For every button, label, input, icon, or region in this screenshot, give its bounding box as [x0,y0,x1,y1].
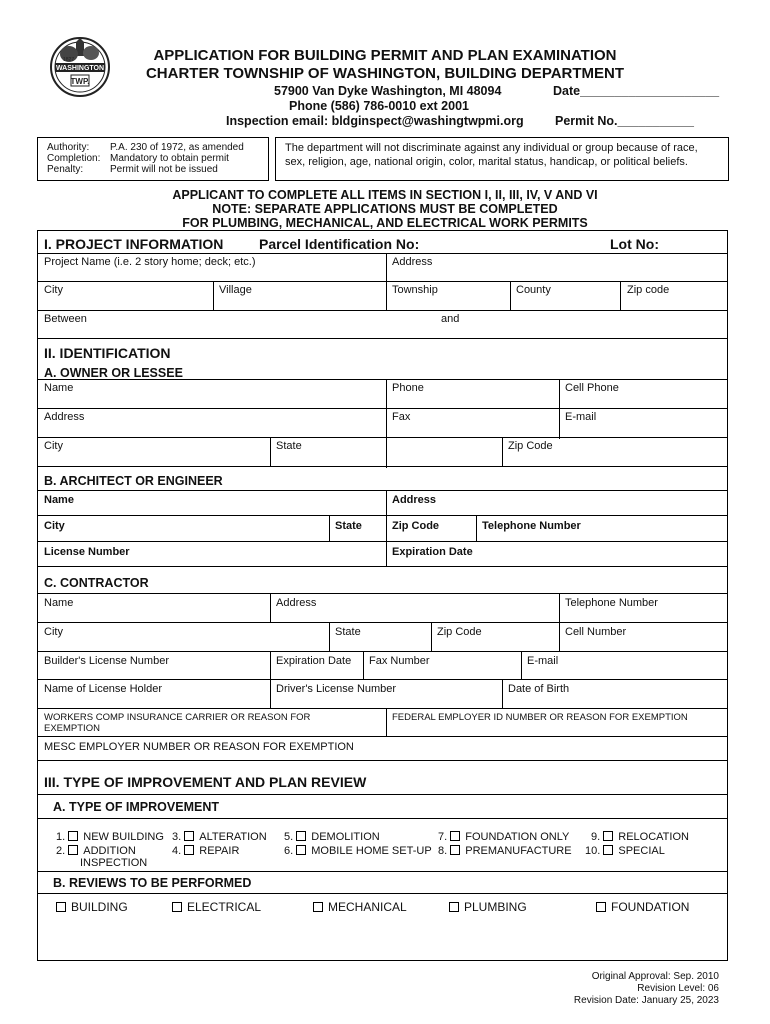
owner-zip-field[interactable]: Zip Code [508,440,553,452]
mesc-employer-field[interactable]: MESC EMPLOYER NUMBER OR REASON FOR EXEMPTION [44,741,354,753]
project-address-field[interactable]: Address [392,256,433,268]
owner-cell-field[interactable]: Cell Phone [565,382,619,394]
checkbox-icon[interactable] [296,845,306,855]
architect-zip-field[interactable]: Zip Code [392,520,440,532]
checkbox-icon[interactable] [68,831,78,841]
lot-number-field[interactable]: Lot No: [610,236,659,252]
contractor-city-field[interactable]: City [44,626,63,638]
owner-state-field[interactable]: State [276,440,302,452]
owner-email-field[interactable]: E-mail [565,411,597,423]
penalty-row: Penalty: Permit will not be issued [47,164,218,175]
project-village-field[interactable]: Village [219,284,252,296]
project-zip-field[interactable]: Zip code [627,284,670,296]
form-title: APPLICATION FOR BUILDING PERMIT AND PLAN EXAMINATION [153,47,617,64]
checkbox-icon[interactable] [450,831,460,841]
owner-city-field[interactable]: City [44,440,63,452]
architect-subtitle: B. ARCHITECT OR ENGINEER [44,474,223,488]
improvement-subtitle: A. TYPE OF IMPROVEMENT [53,800,219,814]
between-field[interactable]: Between [44,313,87,325]
owner-fax-field[interactable]: Fax [392,411,411,423]
date-of-birth-field[interactable]: Date of Birth [508,683,570,695]
checkbox-icon[interactable] [56,902,66,912]
form-subtitle: CHARTER TOWNSHIP OF WASHINGTON, BUILDING DEPARTMENT [145,65,625,82]
owner-name-field[interactable]: Name [44,382,74,394]
checkbox-icon[interactable] [296,831,306,841]
checkbox-icon[interactable] [184,831,194,841]
svg-text:WASHINGTON: WASHINGTON [55,65,105,72]
contractor-address-field[interactable]: Address [276,597,317,609]
improvement-demolition[interactable]: 5. DEMOLITION [284,831,380,843]
checkbox-icon[interactable] [184,845,194,855]
completion-row: Completion: Mandatory to obtain permit [47,153,229,164]
addition-inspection-note: INSPECTION [80,857,148,869]
checkbox-icon[interactable] [313,902,323,912]
improvement-alteration[interactable]: 3. ALTERATION [172,831,267,843]
architect-address-field[interactable]: Address [392,494,437,506]
owner-phone-field[interactable]: Phone [392,382,424,394]
section-1-title: I. PROJECT INFORMATION [44,236,224,252]
revision-date: Revision Date: January 25, 2023 [573,995,719,1006]
architect-license-field[interactable]: License Number [44,546,130,558]
architect-state-field[interactable]: State [335,520,362,532]
review-building[interactable]: BUILDING [56,900,128,914]
original-approval: Original Approval: Sep. 2010 [591,971,719,982]
architect-telephone-field[interactable]: Telephone Number [482,520,581,532]
authority-box [37,137,269,181]
parcel-id-field[interactable]: Parcel Identification No: [259,236,420,252]
improvement-relocation[interactable]: 9. RELOCATION [591,831,689,843]
project-name-field[interactable]: Project Name (i.e. 2 story home; deck; etc.) [44,256,256,268]
review-electrical[interactable]: ELECTRICAL [172,900,261,914]
checkbox-icon[interactable] [68,845,78,855]
improvement-addition[interactable]: 2. ADDITION [56,845,136,857]
drivers-license-field[interactable]: Driver's License Number [276,683,397,695]
checkbox-icon[interactable] [450,845,460,855]
revision-level: Revision Level: 06 [637,983,719,994]
review-foundation[interactable]: FOUNDATION [596,900,689,914]
project-city-field[interactable]: City [44,284,63,296]
improvement-repair[interactable]: 4. REPAIR [172,845,240,857]
non-discrimination-box [275,137,729,181]
owner-address-field[interactable]: Address [44,411,85,423]
section-2-title: II. IDENTIFICATION [44,345,171,361]
contractor-subtitle: C. CONTRACTOR [44,576,149,590]
contractor-state-field[interactable]: State [335,626,361,638]
instruction-line: NOTE: SEPARATE APPLICATIONS MUST BE COMPLETED [212,202,558,216]
checkbox-icon[interactable] [603,845,613,855]
contractor-fax-field[interactable]: Fax Number [369,655,430,667]
workers-comp-field[interactable]: WORKERS COMP INSURANCE CARRIER OR REASON FOR [44,712,311,723]
contractor-expiration-field[interactable]: Expiration Date [276,655,352,667]
workers-comp-field-cont: EXEMPTION [44,723,100,734]
inspection-email: Inspection email: bldginspect@washingtwpmi.org [226,114,524,128]
contractor-zip-field[interactable]: Zip Code [437,626,482,638]
department-phone: Phone (586) 786-0010 ext 2001 [289,99,469,113]
instruction-line: APPLICANT TO COMPLETE ALL ITEMS IN SECTION I, II, III, IV, V AND VI [172,188,598,202]
svg-text:TWP.: TWP. [70,77,90,86]
checkbox-icon[interactable] [172,902,182,912]
federal-employer-id-field[interactable]: FEDERAL EMPLOYER ID NUMBER OR REASON FOR EXEMPTION [392,712,688,723]
department-address: 57900 Van Dyke Washington, MI 48094 [274,84,502,98]
review-mechanical[interactable]: MECHANICAL [313,900,407,914]
and-field[interactable]: and [441,313,460,325]
improvement-new-building[interactable]: 1. NEW BUILDING [56,831,164,843]
improvement-special[interactable]: 10. SPECIAL [585,845,665,857]
architect-expiration-field[interactable]: Expiration Date [392,546,473,558]
authority-row: Authority: P.A. 230 of 1972, as amended [47,142,244,153]
contractor-cell-field[interactable]: Cell Number [565,626,627,638]
review-plumbing[interactable]: PLUMBING [449,900,527,914]
disclaimer-line: The department will not discriminate against any individual or group because of race, [285,142,698,154]
svg-text:1827: 1827 [63,57,75,63]
builders-license-field[interactable]: Builder's License Number [44,655,169,667]
architect-name-field[interactable]: Name [44,494,74,506]
checkbox-icon[interactable] [596,902,606,912]
contractor-email-field[interactable]: E-mail [527,655,559,667]
project-county-field[interactable]: County [516,284,551,296]
contractor-name-field[interactable]: Name [44,597,74,609]
instruction-line: FOR PLUMBING, MECHANICAL, AND ELECTRICAL WORK PERMITS [182,216,588,230]
checkbox-icon[interactable] [603,831,613,841]
reviews-subtitle: B. REVIEWS TO BE PERFORMED [53,876,252,890]
improvement-foundation-only[interactable]: 7. FOUNDATION ONLY [438,831,570,843]
section-3-title: III. TYPE OF IMPROVEMENT AND PLAN REVIEW [44,774,367,790]
checkbox-icon[interactable] [449,902,459,912]
contractor-telephone-field[interactable]: Telephone Number [565,597,658,609]
disclaimer-line: sex, religion, age, national origin, color, marital status, handicap, or political beliefs. [285,156,688,168]
architect-city-field[interactable]: City [44,520,65,532]
permit-number-field[interactable]: Permit No.___________ [555,114,694,128]
license-holder-field[interactable]: Name of License Holder [44,683,163,695]
date-field-label[interactable]: Date____________________ [553,84,720,98]
owner-subtitle: A. OWNER OR LESSEE [44,366,183,380]
improvement-mobile-home[interactable]: 6. MOBILE HOME SET-UP [284,845,432,857]
project-township-field[interactable]: Township [392,284,438,296]
improvement-premanufacture[interactable]: 8. PREMANUFACTURE [438,845,572,857]
